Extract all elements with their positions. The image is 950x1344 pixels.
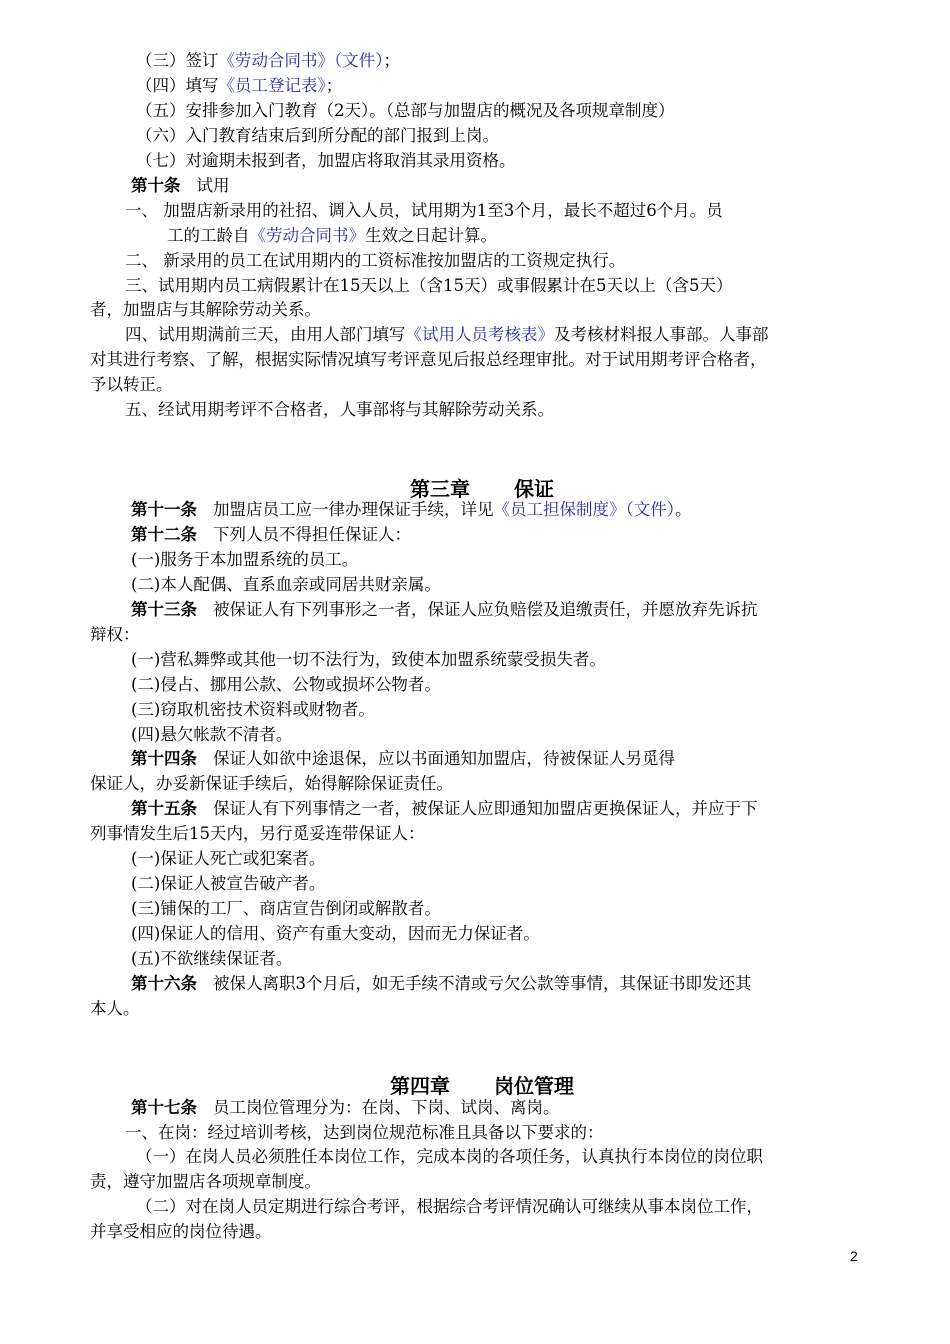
list-item: (四)保证人的信用、资产有重大变动，因而无力保证者。 [131,924,540,943]
paragraph: 责，遵守加盟店各项规章制度。 [90,1172,321,1191]
article-11: 第十一条 加盟店员工应一律办理保证手续，详见《员工担保制度》（文件）。 [131,500,692,519]
list-item-6: （六）入门教育结束后到所分配的部门报到上岗。 [136,126,499,145]
list-item-5: （五）安排参加入门教育（2天）。（总部与加盟店的概况及各项规章制度） [136,101,675,120]
list-item: (五)不欲继续保证者。 [131,949,293,968]
list-item: (一)营私舞弊或其他一切不法行为，致使本加盟系统蒙受损失者。 [131,650,606,669]
paragraph: 一、在岗：经过培训考核，达到岗位规范标准且具备以下要求的： [125,1123,604,1142]
paragraph: 列事情发生后15天内，另行觅妥连带保证人： [90,824,425,843]
list-item-4: （四）填写《员工登记表》； [136,76,343,95]
article-label: 第十四条 [131,749,197,768]
paragraph: 并享受相应的岗位待遇。 [90,1222,272,1241]
contract-link[interactable]: 《劳动合同书》 [249,226,365,245]
article-label: 第十六条 [131,974,197,993]
article-15: 第十五条 保证人有下列事情之一者，被保证人应即通知加盟店更换保证人，并应于下 [131,799,758,818]
paragraph: 四、试用期满前三天，由用人部门填写《试用人员考核表》及考核材料报人事部。人事部 [125,325,769,344]
paragraph: 工的工龄自《劳动合同书》生效之日起计算。 [167,226,497,245]
probation-form-link[interactable]: 《试用人员考核表》 [405,325,554,344]
article-label: 第十七条 [131,1098,197,1117]
list-item: (一)保证人死亡或犯案者。 [131,849,326,868]
article-label: 第十二条 [131,525,197,544]
list-item: (二)保证人被宣告破产者。 [131,874,326,893]
list-item: (三)窃取机密技术资料或财物者。 [131,700,375,719]
contract-link[interactable]: 《劳动合同书》（文件） [218,51,384,70]
article-13: 第十三条 被保证人有下列事形之一者，保证人应负赔偿及追缴责任，并愿放弃先诉抗 [131,600,758,619]
article-label: 第十一条 [131,500,197,519]
page-number: 2 [850,1248,858,1264]
paragraph: 一、 加盟店新录用的社招、调入人员，试用期为1至3个月，最长不超过6个月。员 [125,201,723,220]
paragraph: 五、经试用期考评不合格者，人事部将与其解除劳动关系。 [125,400,554,419]
chapter-4-heading: 第四章 岗位管理 [389,1074,574,1098]
article-17: 第十七条 员工岗位管理分为：在岗、下岗、试岗、离岗。 [131,1098,560,1117]
paragraph: 辩权： [90,625,140,644]
paragraph: 二、 新录用的员工在试用期内的工资标准按加盟店的工资规定执行。 [125,251,626,270]
list-item: (二)侵占、挪用公款、公物或损坏公物者。 [131,675,441,694]
paragraph: 三、试用期内员工病假累计在15天以上（含15天）或事假累计在5天以上（含5天） [125,276,733,295]
paragraph: 保证人，办妥新保证手续后，始得解除保证责任。 [90,774,453,793]
paragraph: 本人。 [90,999,140,1018]
list-item-7: （七）对逾期未报到者，加盟店将取消其录用资格。 [136,151,516,170]
article-16: 第十六条 被保人离职3个月后，如无手续不清或亏欠公款等事情，其保证书即发还其 [131,974,752,993]
list-item: (三)铺保的工厂、商店宣告倒闭或解散者。 [131,899,441,918]
register-form-link[interactable]: 《员工登记表》 [218,76,326,95]
paragraph: 予以转正。 [90,375,173,394]
paragraph: 对其进行考察、了解，根据实际情况填写考评意见后报总经理审批。对于试用期考评合格者， [90,350,767,369]
article-10: 第十条 试用 [131,176,230,195]
list-item: (二)本人配偶、直系血亲或同居共财亲属。 [131,575,441,594]
article-12: 第十二条 下列人员不得担任保证人： [131,525,411,544]
list-item: (一)服务于本加盟系统的员工。 [131,550,359,569]
list-item-3: （三）签订《劳动合同书》（文件）； [136,51,400,70]
article-14: 第十四条 保证人如欲中途退保，应以书面通知加盟店，待被保证人另觅得 [131,749,675,768]
paragraph: 者，加盟店与其解除劳动关系。 [90,300,321,319]
article-label: 第十五条 [131,799,197,818]
article-label: 第十三条 [131,600,197,619]
guarantee-policy-link[interactable]: 《员工担保制度》（文件） [493,500,675,519]
article-label: 第十条 [131,176,181,195]
paragraph: （一）在岗人员必须胜任本岗位工作，完成本岗的各项任务，认真执行本岗位的岗位职 [136,1147,763,1166]
paragraph: （二）对在岗人员定期进行综合考评，根据综合考评情况确认可继续从事本岗位工作， [136,1197,763,1216]
list-item: (四)悬欠帐款不清者。 [131,725,293,744]
chapter-3-heading: 第三章 保证 [409,477,554,501]
